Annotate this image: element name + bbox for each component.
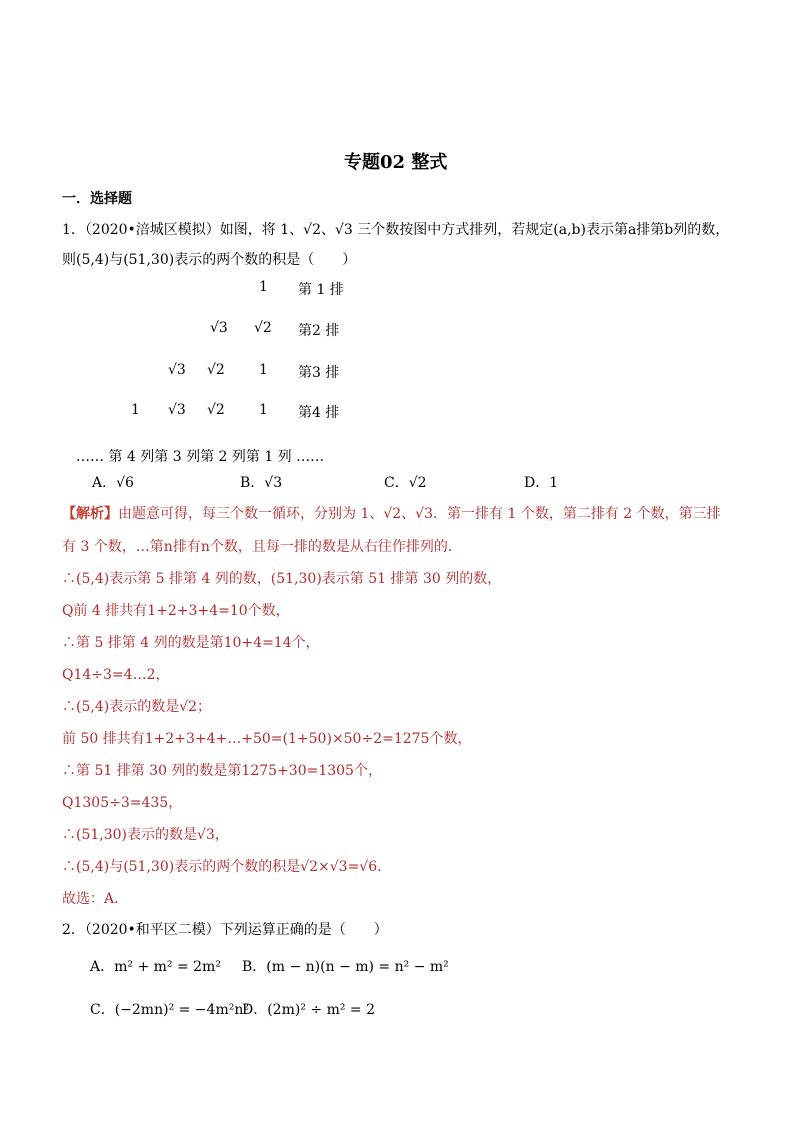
q1-option-c: C．√2 [384,475,427,491]
q2-option-a: A．m² + m² = 2m² [90,959,221,975]
solution-line-12: ∴(5,4)与(51,30)表示的两个数的积是√2×√3=√6． [62,859,392,875]
solution-line-2: 有 3 个数，…第n排有n个数，且每一排的数是从右往作排列的． [62,539,462,555]
solution-line-1 [62,503,721,523]
tri-r2-c2: √3 [210,320,228,336]
q1-stem-line2: 则(5,4)与(51,30)表示的两个数的积是（ ） [62,252,357,268]
solution-line-8: 前 50 排共有1+2+3+4+…+50=(1+50)×50÷2=1275个数， [62,731,472,747]
tri-column-labels: …… 第 4 列第 3 列第 2 列第 1 列 …… [76,449,325,465]
page-title: 专题02 整式 [344,152,448,173]
tri-r3-c2: √2 [207,362,225,378]
tri-row4-label: 第4 排 [298,405,340,421]
solution-line-6: Q14÷3=4…2， [62,667,170,683]
solution-line-3: ∴(5,4)表示第 5 排第 4 列的数，(51,30)表示第 51 排第 30 列的数， [62,571,502,587]
solution-line-10: Q1305÷3=435， [62,795,183,811]
tri-row2-label: 第2 排 [298,323,340,339]
q2-option-c: C．(−2mn)² = −4m²n² [90,1002,249,1018]
tri-r4-c1: 1 [259,402,268,418]
q1-stem-line1: 1．（2020•涪城区模拟）如图，将 1、√2、√3 三个数按图中方式排列，若规定(a,b)表示第a排第b列的数， [62,222,730,238]
tri-r1-c1: 1 [259,279,268,295]
solution-tag: 【解析】 [62,506,118,522]
tri-r3-c3: √3 [168,362,186,378]
section-heading: 一．选择题 [62,191,132,207]
tri-r3-c1: 1 [259,362,268,378]
solution-line-13: 故选：A． [62,891,129,907]
q1-option-b: B．√3 [240,475,283,491]
q2-stem: 2．（2020•和平区二模）下列运算正确的是（ ） [62,922,388,938]
solution-line-4: Q前 4 排共有1+2+3+4=10个数， [62,603,290,619]
q1-option-d: D．1 [524,475,559,491]
q1-option-a: A．√6 [92,475,134,491]
solution-line-11: ∴(51,30)表示的数是√3， [62,827,229,843]
solution-line-5: ∴第 5 排第 4 列的数是第10+4=14个， [62,635,320,651]
solution-line-7: ∴(5,4)表示的数是√2； [62,699,212,715]
solution-text-1: 由题意可得，每三个数一循环，分别为 1、√2、√3．第一排有 1 个数，第二排有 2 个数，第三排 [118,506,721,522]
tri-r2-c1: √2 [254,320,272,336]
tri-row3-label: 第3 排 [298,365,340,381]
tri-row1-label: 第 1 排 [298,282,344,298]
tri-r4-c4: 1 [131,402,140,418]
q2-option-d: D．(2m)² ÷ m² = 2 [242,1002,375,1018]
tri-r4-c2: √2 [207,402,225,418]
solution-line-9: ∴第 51 排第 30 列的数是第1275+30=1305个， [62,763,382,779]
q2-option-b: B．(m − n)(n − m) = n² − m² [242,959,449,975]
tri-r4-c3: √3 [168,402,186,418]
